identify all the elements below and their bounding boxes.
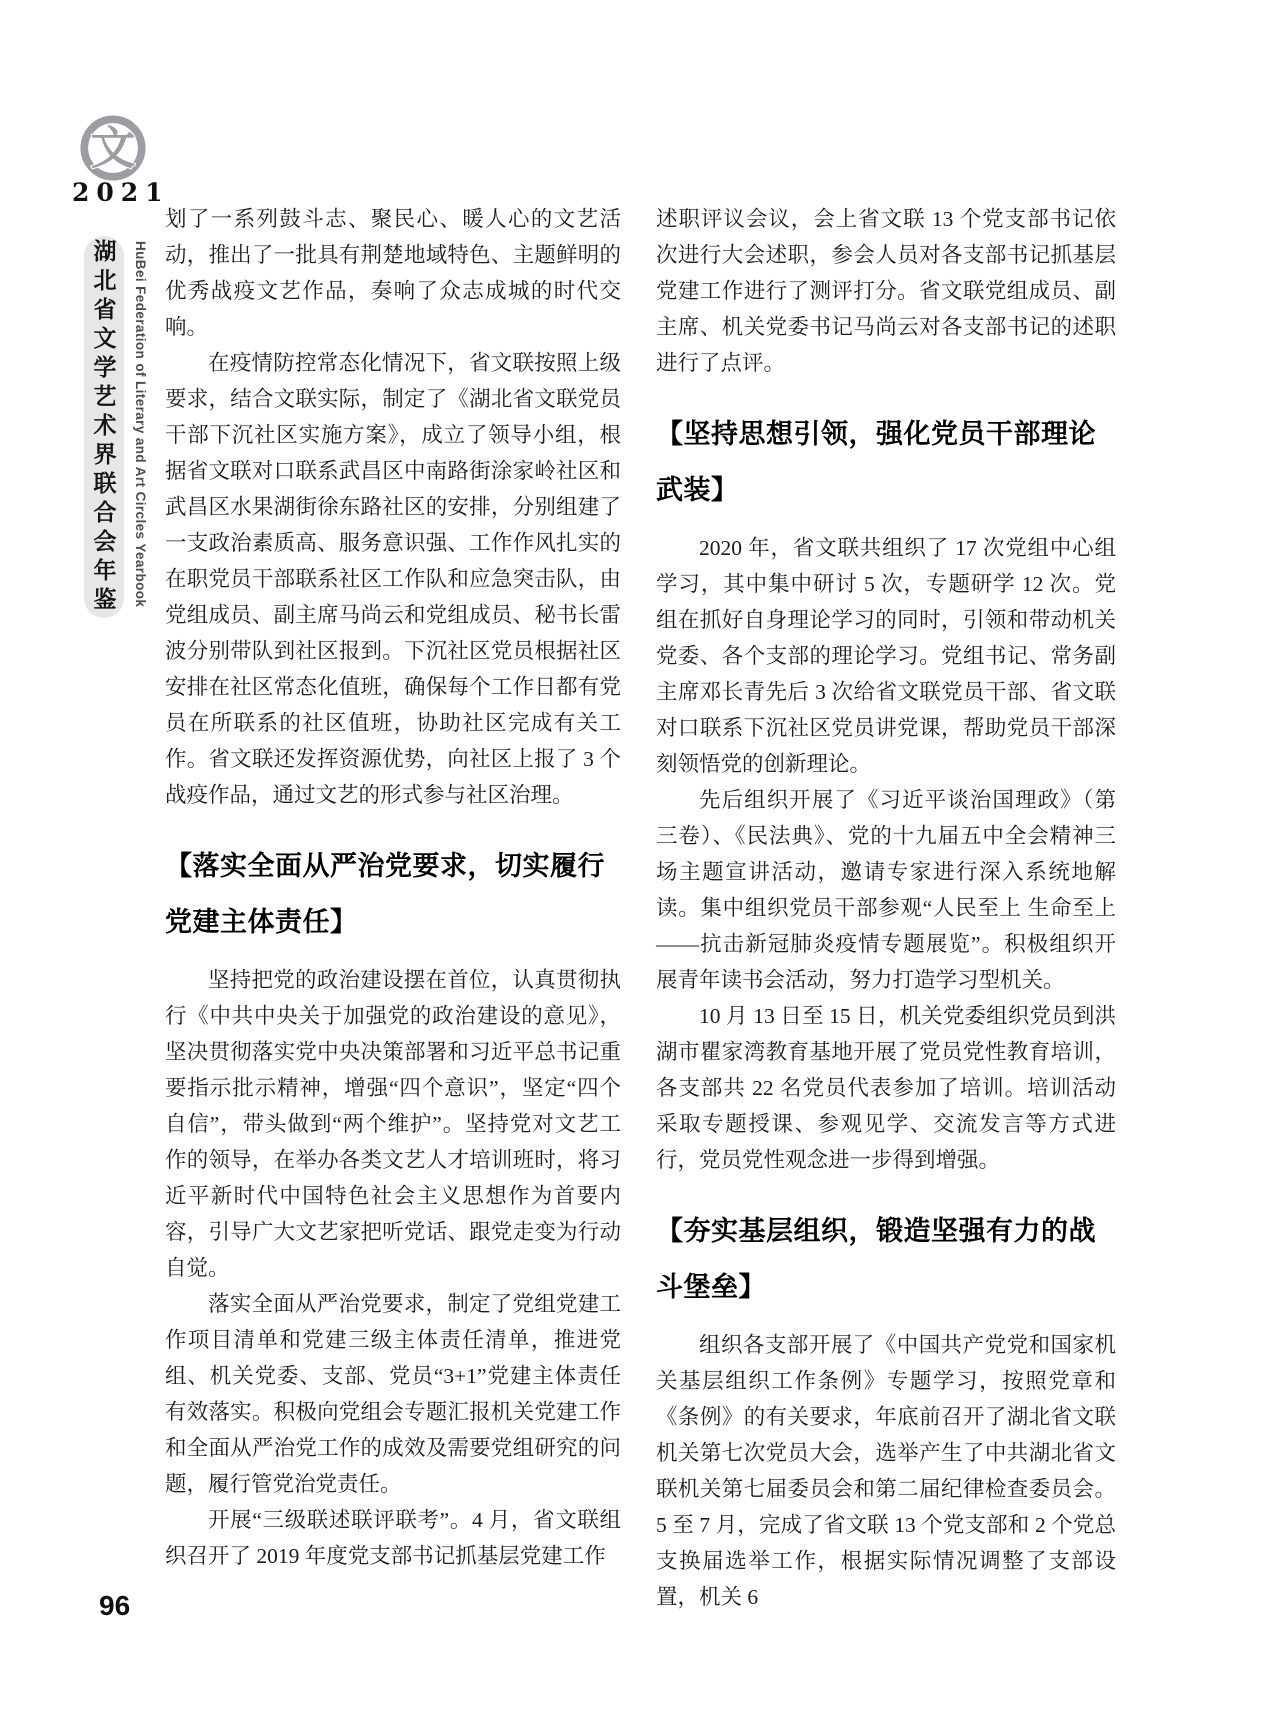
page-number: 96 — [99, 1590, 131, 1621]
paragraph: 坚持把党的政治建设摆在首位，认真贯彻执行《中共中央关于加强党的政治建设的意见》，坚决贯彻落实党中央决策部署和习近平总书记重要指示批示精神，增强“四个意识”，坚定“四个自信”，带头做到“两个维护”。坚持党对文艺工作的领导，在举办各类文艺人才培训班时，将习近平新时代中国特色社会主义思想作为首要内容，引导广大文艺家把听党话、跟党走变为行动自觉。 — [165, 968, 621, 1280]
sidebar-title-chinese: 湖北省文学艺术界联合会年鉴 — [84, 236, 124, 618]
sidebar-title-english: HuBei Federation of Literary and Art Circles Yearbook — [133, 241, 148, 608]
paragraph: 10 月 13 日至 15 日，机关党委组织党员到洪湖市瞿家湾教育基地开展了党员党性教育培训，各支部共 22 名党员代表参加了培训。培训活动采取专题授课、参观见学、交流发言等方式进行，党员党性观念进一步得到增强。 — [656, 1004, 1116, 1172]
paragraph: 开展“三级联述联评联考”。4 月，省文联组织召开了 2019 年度党支部书记抓基层党建工作 — [165, 1508, 621, 1568]
paragraph: 落实全面从严治党要求，制定了党组党建工作项目清单和党建三级主体责任清单，推进党组、机关党委、支部、党员“3+1”党建主体责任有效落实。积极向党组会专题汇报机关党建工作和全面从严治党工作的成效及需要党组研究的问题，履行管党治党责任。 — [165, 1292, 621, 1496]
left-column — [165, 201, 621, 1574]
paragraph: 先后组织开展了《习近平谈治国理政》（第三卷）、《民法典》、党的十九届五中全会精神三场主题宣讲活动，邀请专家进行深入系统地解读。集中组织党员干部参观“人民至上 生命至上——抗击新冠肺炎疫情专题展览”。积极组织开展青年读书会活动，努力打造学习型机关。 — [656, 788, 1116, 992]
section-heading: 【落实全面从严治党要求，切实履行党建主体责任】 — [165, 851, 605, 937]
paragraph-continued: 划了一系列鼓斗志、聚民心、暖人心的文艺活动，推出了一批具有荆楚地域特色、主题鲜明的优秀战疫文艺作品，奏响了众志成城的时代交响。 — [165, 207, 621, 339]
right-column — [656, 201, 1116, 1615]
section-heading: 【坚持思想引领，强化党员干部理论武装】 — [656, 419, 1096, 505]
paragraph: 组织各支部开展了《中国共产党党和国家机关基层组织工作条例》专题学习，按照党章和《条例》的有关要求，年底前召开了湖北省文联机关第七次党员大会，选举产生了中共湖北省文联机关第七届委员会和第二届纪律检查委员会。5 至 7 月，完成了省文联 13 个党支部和 2 个党总支换届选举工作，根据实际情况调整了支部设置，机关 6 — [656, 1333, 1116, 1609]
svg-text:文: 文 — [90, 123, 136, 174]
paragraph: 2020 年，省文联共组织了 17 次党组中心组学习，其中集中研讨 5 次，专题研学 12 次。党组在抓好自身理论学习的同时，引领和带动机关党委、各个支部的理论学习。党组书记、常务副主席邓长青先后 3 次给省文联党员干部、省文联对口联系下沉社区党员讲党课，帮助党员干部深刻领悟党的创新理论。 — [656, 536, 1116, 776]
federation-logo-icon — [78, 110, 148, 186]
paragraph-continued: 述职评议会议，会上省文联 13 个党支部书记依次进行大会述职，参会人员对各支部书记抓基层党建工作进行了测评打分。省文联党组成员、副主席、机关党委书记马尚云对各支部书记的述职进行了点评。 — [656, 207, 1116, 375]
edition-year: 2021 — [72, 178, 170, 207]
paragraph: 在疫情防控常态化情况下，省文联按照上级要求，结合文联实际，制定了《湖北省文联党员干部下沉社区实施方案》，成立了领导小组，根据省文联对口联系武昌区中南路街涂家岭社区和武昌区水果湖街徐东路社区的安排，分别组建了一支政治素质高、服务意识强、工作作风扎实的在职党员干部联系社区工作队和应急突击队，由党组成员、副主席马尚云和党组成员、秘书长雷波分别带队到社区报到。下沉社区党员根据社区安排在社区常态化值班，确保每个工作日都有党员在所联系的社区值班，协助社区完成有关工作。省文联还发挥资源优势，向社区上报了 3 个战疫作品，通过文艺的形式参与社区治理。 — [165, 351, 621, 807]
section-heading: 【夯实基层组织，锻造坚强有力的战斗堡垒】 — [656, 1216, 1096, 1302]
